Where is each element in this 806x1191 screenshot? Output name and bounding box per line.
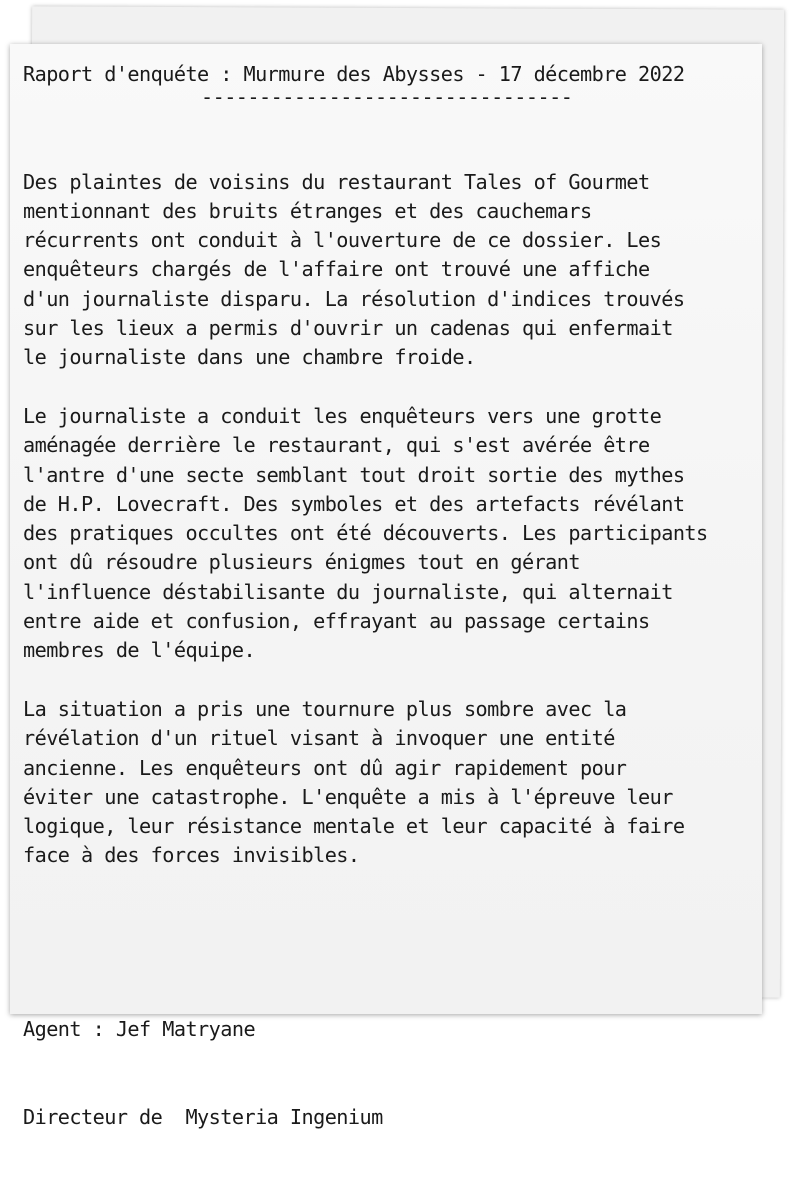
report-paragraph-3: La situation a pris une tournure plus sombre avec la révélation d'un rituel visant à invoquer une entité ancienne. Les enquêteurs ont dû agir rapidement pour éviter une catastrophe. L'enquête a mis à l'épreuve leur logique, leur résistance mentale et leur capacité à faire face à des forces invisibles. bbox=[23, 696, 685, 868]
signature-agent: Agent : Jef Matryane bbox=[23, 1017, 256, 1042]
report-paragraph-2: Le journaliste a conduit les enquêteurs vers une grotte aménagée derrière le restaurant, qui s'est avérée être l'antre d'une secte semblant tout droit sortie des mythes de H.P. Lovecraft. Des symboles et des artefacts révélant des pratiques occultes ont été découverts. Les participants ont dû résoudre plusieurs énigmes tout en gérant l'influence déstabilisante du journaliste, qui alternait entre aide et confusion, effrayant au passage certains membres de l'équipe. bbox=[23, 403, 708, 663]
report-paragraph-1: Des plaintes de voisins du restaurant Tales of Gourmet mentionnant des bruits étranges et des cauchemars récurrents ont conduit à l'ouverture de ce dossier. Les enquêteurs chargés de l'affaire ont trouvé une affiche d'un journaliste disparu. La résolution d'indices trouvés sur les lieux a permis d'ouvrir un cadenas qui enfermait le journaliste dans une chambre froide. bbox=[23, 169, 685, 370]
signature-block bbox=[23, 957, 763, 1191]
header-divider: -------------------------------- bbox=[201, 85, 573, 110]
report-document bbox=[23, 60, 763, 1191]
signature-title: Directeur de Mysteria Ingenium bbox=[23, 1105, 383, 1130]
report-header: Raport d'enquéte : Murmure des Abysses - 17 décembre 2022 bbox=[23, 62, 685, 86]
